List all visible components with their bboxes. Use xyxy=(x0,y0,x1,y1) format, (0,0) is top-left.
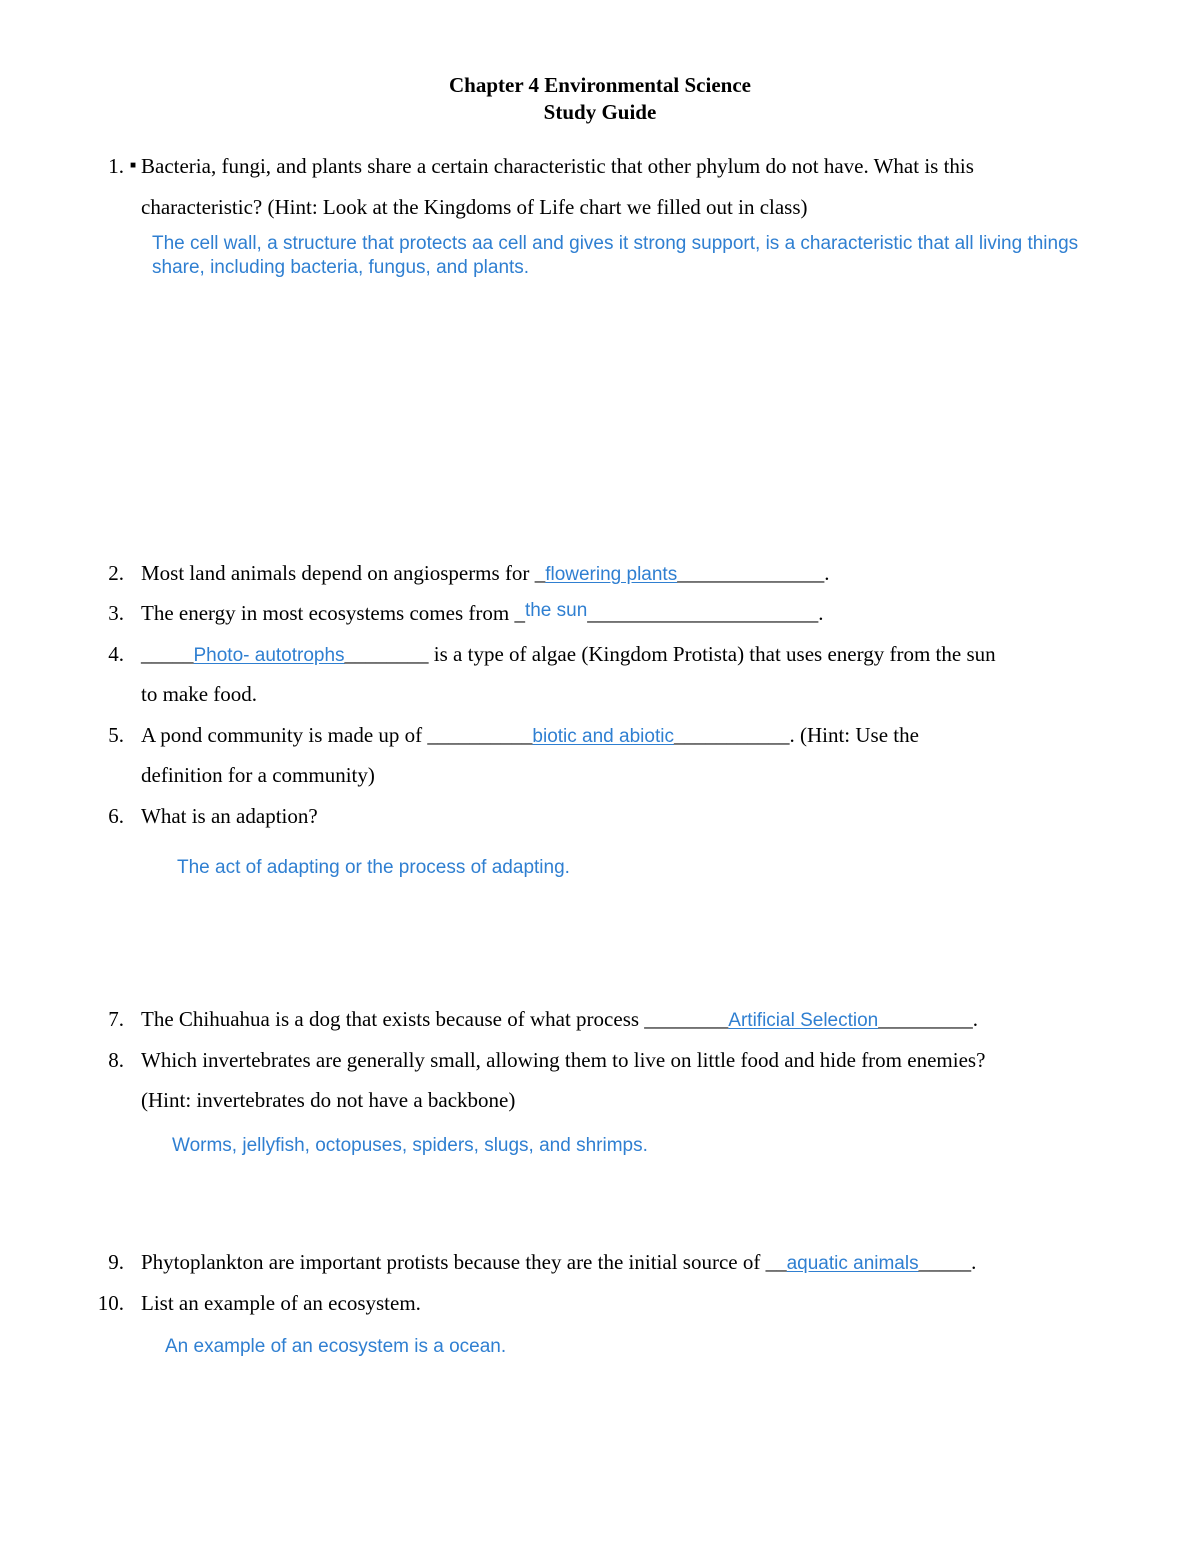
question-prefix: A pond community is made up of xyxy=(141,723,428,747)
answer-blank: ______________________ xyxy=(587,601,819,625)
question-number: 7. xyxy=(108,1007,124,1031)
question-number: 6. xyxy=(108,804,124,828)
question-number: 3. xyxy=(108,601,124,625)
answer-text: Worms, jellyfish, octopuses, spiders, slugs, and shrimps. xyxy=(172,1135,648,1156)
answer-blank: ________ xyxy=(644,1007,729,1031)
question-suffix: . xyxy=(818,601,824,625)
answer-text: Photo- autotrophs xyxy=(193,645,345,666)
question-text: to make food. xyxy=(141,682,258,706)
question-text: Which invertebrates are generally small, allowing them to live on little food and hide from enemies? xyxy=(141,1048,986,1072)
question-text xyxy=(141,601,824,627)
question-text xyxy=(141,561,829,587)
question-prefix: Phytoplankton are important protists because they are the initial source of xyxy=(141,1250,766,1274)
question-suffix: . xyxy=(824,561,830,585)
question-number: 1. xyxy=(108,154,124,178)
answer-text: flowering plants xyxy=(545,564,678,585)
question-text: What is an adaption? xyxy=(141,804,318,828)
answer-blank: __ xyxy=(765,1250,787,1274)
question-text xyxy=(141,1007,978,1033)
answer-text: The cell wall, a structure that protects aa cell and gives it strong support, is a characteristic that all living things xyxy=(152,233,1079,254)
answer-text: the sun xyxy=(524,600,588,621)
answer-blank: _________ xyxy=(878,1007,973,1031)
question-prefix: Most land animals depend on angiosperms for xyxy=(141,561,535,585)
question-text xyxy=(141,1250,976,1276)
question-number: 4. xyxy=(108,642,124,666)
document-title: Chapter 4 Environmental Science xyxy=(449,73,751,97)
answer-blank: _____ xyxy=(141,642,194,666)
question-text xyxy=(141,642,996,668)
question-suffix: . (Hint: Use the xyxy=(789,723,919,747)
question-text: List an example of an ecosystem. xyxy=(141,1291,421,1315)
question-text: Bacteria, fungi, and plants share a certain characteristic that other phylum do not have. What is this xyxy=(141,154,974,178)
question-suffix: is a type of algae (Kingdom Protista) that uses energy from the sun xyxy=(428,642,996,666)
answer-blank: _ xyxy=(514,601,525,625)
answer-text: aquatic animals xyxy=(786,1253,919,1274)
answer-blank: ______________ xyxy=(677,561,825,585)
question-text: definition for a community) xyxy=(141,763,375,787)
document-subtitle: Study Guide xyxy=(543,100,657,124)
answer-blank: _ xyxy=(534,561,546,585)
question-number: 5. xyxy=(108,723,124,747)
question-number: 10. xyxy=(97,1291,124,1315)
answer-text: share, including bacteria, fungus, and plants. xyxy=(152,257,530,278)
answer-text: Artificial Selection xyxy=(728,1010,879,1031)
question-text: characteristic? (Hint: Look at the Kingdoms of Life chart we filled out in class) xyxy=(141,195,808,219)
answer-blank: _____ xyxy=(918,1250,972,1274)
question-suffix: . xyxy=(971,1250,977,1274)
question-text: (Hint: invertebrates do not have a backbone) xyxy=(141,1088,516,1112)
answer-blank: ________ xyxy=(344,642,429,666)
answer-text: biotic and abiotic xyxy=(532,726,674,747)
question-text xyxy=(141,723,919,749)
question-number: 8. xyxy=(108,1048,124,1072)
question-prefix: The energy in most ecosystems comes from xyxy=(141,601,515,625)
answer-text: An example of an ecosystem is a ocean. xyxy=(165,1336,507,1357)
question-number: 9. xyxy=(108,1250,124,1274)
question-prefix: The Chihuahua is a dog that exists because of what process xyxy=(141,1007,645,1031)
answer-text: The act of adapting or the process of adapting. xyxy=(177,857,570,878)
question-number: 2. xyxy=(108,561,124,585)
bullet-icon: ■ xyxy=(130,160,137,171)
question-suffix: . xyxy=(972,1007,978,1031)
answer-blank: __________ xyxy=(427,723,533,747)
answer-blank: ___________ xyxy=(673,723,790,747)
